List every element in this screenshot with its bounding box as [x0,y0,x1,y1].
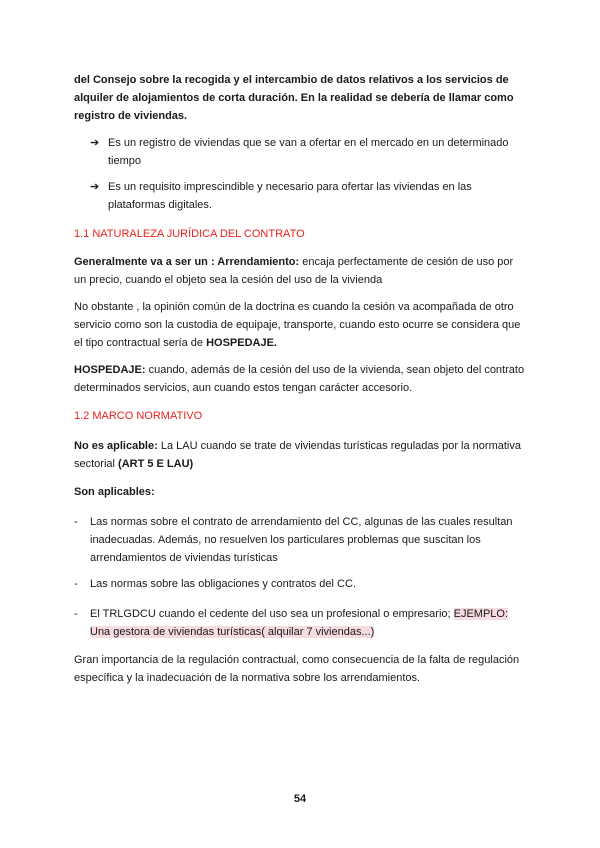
paragraph-no-obstante [74,298,526,352]
arrow-icon: ➔ [90,137,100,149]
paragraph-text: La LAU cuando se trate de viviendas turísticas reguladas por la normativa sectorial [74,440,521,470]
arrow-item-2: Es un requisito imprescindible y necesario para ofertar las viviendas en las plataformas digitales. [108,181,472,211]
paragraph-lead-bold: HOSPEDAJE: [74,364,146,376]
paragraph-text: encaja perfectamente de cesión de uso por un precio, cuando el objeto sea la cesión del uso de la vivienda [74,256,514,286]
paragraph-lead-bold: No es aplicable: [74,440,158,452]
paragraph-text: cuando, además de la cesión del uso de la vivienda, sean objeto del contrato determinados servicios, aun cuando estos tengan carácter accesorio. [74,364,525,394]
paragraph-lead-bold: Generalmente va a ser un : Arrendamiento: [74,256,300,268]
paragraph-arrendamiento [74,253,526,289]
paragraph-text: No obstante , la opinión común de la doctrina es cuando la cesión va acompañada de otro servicio como son la custodia de equipaje, transporte, cuando esto ocurre se considera que el tipo contractual sería de [74,301,521,349]
dash-item-1: Las normas sobre el contrato de arrendamiento del CC, algunas de las cuales resultan inadecuadas. Además, no resuelven los particulares problemas que suscitan los arrendamientos de viviendas turísticas [90,516,513,564]
paragraph-bold: (ART 5 E LAU) [118,458,194,470]
dash-bullet: - [74,578,78,590]
arrow-icon: ➔ [90,181,100,193]
intro-paragraph: del Consejo sobre la recogida y el intercambio de datos relativos a los servicios de alquiler de alojamientos de corta duración. En la realidad se debería de llamar como registro de viviendas. [74,74,514,122]
section-heading-1-2: 1.2 MARCO NORMATIVO [74,410,203,422]
paragraph-no-aplicable [74,437,526,473]
arrow-item-1: Es un registro de viviendas que se van a ofertar en el mercado en un determinado tiempo [108,137,509,167]
dash-item-2: Las normas sobre las obligaciones y contratos del CC. [90,578,356,590]
dash-bullet: - [74,608,78,620]
dash-bullet: - [74,516,78,528]
highlighted-example: EJEMPLO: Una gestora de viviendas turísticas( alquilar 7 viviendas...) [90,608,509,638]
paragraph-hospedaje [74,361,526,397]
page-number: 54 [293,793,307,805]
paragraph-son-aplicables: Son aplicables: [74,486,155,498]
dash-item-3 [90,605,526,641]
paragraph-conclusion: Gran importancia de la regulación contractual, como consecuencia de la falta de regulación específica y la inadecuación de la normativa sobre los arrendamientos. [74,654,520,684]
paragraph-bold: HOSPEDAJE. [206,337,277,349]
section-heading-1-1: 1.1 NATURALEZA JURÍDICA DEL CONTRATO [74,228,305,240]
dash-item-text: El TRLGDCU cuando el cedente del uso sea un profesional o empresario; [90,608,454,620]
